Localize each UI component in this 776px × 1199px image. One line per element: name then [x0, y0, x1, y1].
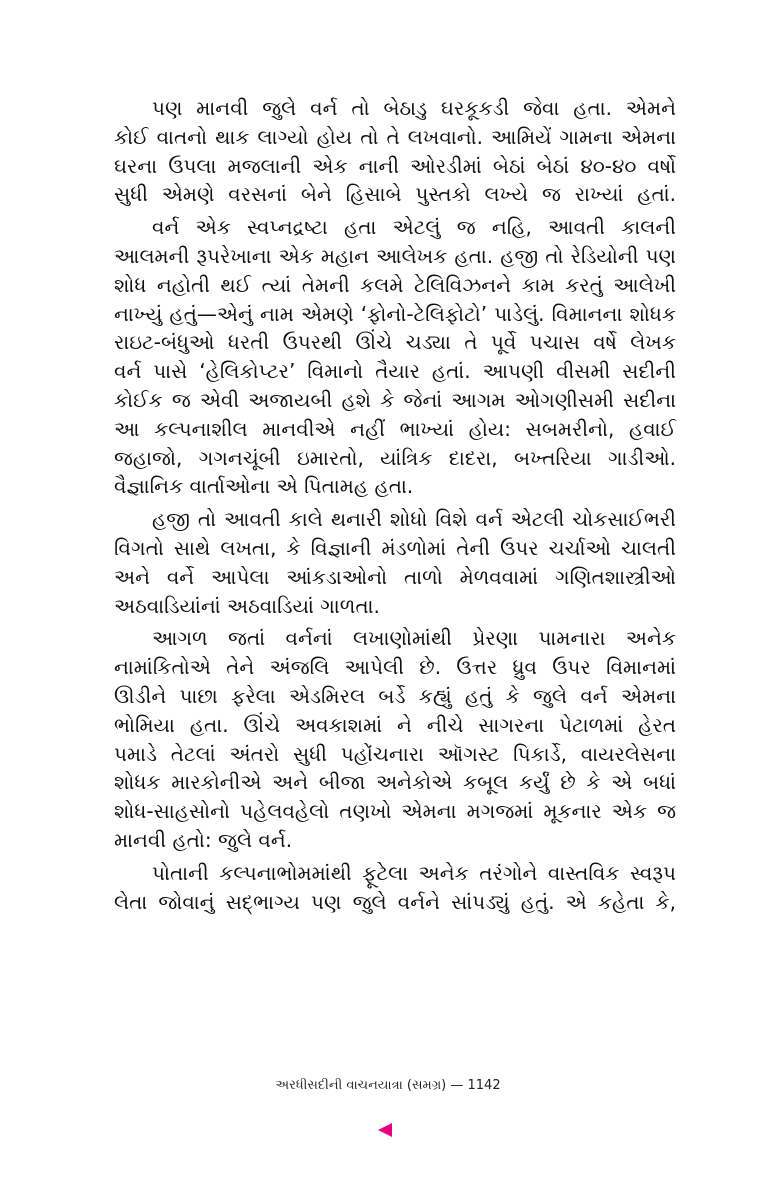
text-line: સુધી એમણે વરસનાં બેને હિસાબે પુસ્તકો લખ્યે જ રાખ્યાં હતાં.: [114, 182, 676, 207]
paragraph-4: [114, 624, 676, 854]
text-line: શોધ નહોતી થઈ ત્યાં તેમની કલમે ટેલિવિઝનને કામ કરતું આલેખી: [114, 272, 676, 297]
text-line: કોઈ વાતનો થાક લાગ્યો હોય તો તે લખવાનો. આમિયેં ગામના એમના: [114, 124, 676, 149]
text-line: આગળ જતાં વર્નનાં લખાણોમાંથી પ્રેરણા પામનારા અનેક: [152, 626, 676, 651]
text-line: શોધક મારકોનીએ અને બીજા અનેકોએ કબૂલ કર્યું છે કે એ બધાં: [114, 770, 676, 795]
text-line: ઘરના ઉપલા મજલાની એક નાની ઓરડીમાં બેઠાં બેઠાં ૪૦-૪૦ વર્ષો: [114, 153, 676, 178]
text-line: માનવી હતો: જુલે વર્ન.: [114, 827, 293, 852]
text-line: આ કલ્પનાશીલ માનવીએ નહીં ભાખ્યાં હોય: સબમરીનો, હવાઈ: [114, 416, 676, 441]
text-line: નામાંકિતોએ તેને અંજલિ આપેલી છે. ઉત્તર ધ્રુવ ઉપર વિમાનમાં: [114, 655, 676, 680]
text-line: શોધ-સાહસોનો પહેલવહેલો તણખો એમના મગજમાં મૂકનાર એક જ: [114, 799, 676, 824]
text-line: આલમની રૂપરેખાના એક મહાન આલેખક હતા. હજી તો રેડિયોની પણ: [114, 243, 676, 268]
text-line: પણ માનવી જુલે વર્ન તો બેઠાડુ ઘરકૂકડી જેવા હતા. એમને: [152, 96, 676, 120]
text-line: પમાડે તેટલાં અંતરો સુધી પહોંચનારા ઑગસ્ટ પિકાર્ડે, વાયરલેસના: [114, 741, 676, 766]
text-line: પોતાની કલ્પનાભોમમાંથી ફૂટેલા અનેક તરંગોને વાસ્તવિક સ્વરૂપ: [152, 860, 676, 885]
page-footer: અરધીસદીની વાચનયાત્રા (સમગ્ર) — 1142: [275, 1078, 501, 1093]
triangle-left-icon[interactable]: [378, 1123, 392, 1137]
page-body: [114, 94, 676, 916]
text-line: હજી તો આવતી કાલે થનારી શોધો વિશે વર્ન એટલી ચોકસાઈભરી: [152, 507, 676, 532]
paragraph-3: [114, 505, 676, 620]
text-line: લેતા જોવાનું સદ્ભાગ્ય પણ જુલે વર્નને સાંપડ્યું હતું. એ કહેતા કે,: [114, 889, 676, 914]
text-line: ઊડીને પાછા ફરેલા એડમિરલ બર્ડે કહ્યું હતું કે જુલે વર્ન એમના: [114, 683, 676, 708]
text-line: વૈજ્ઞાનિક વાર્તાઓના એ પિતામહ હતા.: [114, 474, 414, 499]
text-line: જહાજો, ગગનચૂંબી ઇમારતો, યાંત્રિક દાદરા, બખ્તરિયા ગાડીઓ.: [114, 445, 676, 470]
text-line: અઠવાડિયાંનાં અઠવાડિયાં ગાળતા.: [114, 593, 380, 618]
text-line: અને વર્ને આપેલા આંકડાઓનો તાળો મેળવવામાં ગણિતશાસ્ત્રીઓ: [114, 564, 676, 589]
text-line: નાખ્યું હતું—એનું નામ એમણે ‘ફોનો-ટેલિફોટો’ પાડેલું. વિમાનના શોધક: [114, 301, 676, 326]
text-line: રાઇટ-બંધુઓ ધરતી ઉપરથી ઊંચે ચડ્યા તે પૂર્વે પચાસ વર્ષે લેખક: [114, 330, 676, 355]
paragraph-1: [114, 94, 676, 209]
text-line: કોઈક જ એવી અજાયબી હશે કે જેનાં આગમ ઓગણીસમી સદીના: [114, 387, 676, 412]
paragraph-5: [114, 859, 676, 917]
text-line: ભોમિયા હતા. ઊંચે અવકાશમાં ને નીચે સાગરના પેટાળમાં હેરત: [114, 712, 676, 737]
text-line: વર્ન પાસે ‘હેલિકોપ્ટર’ વિમાનો તૈયાર હતાં. આપણી વીસમી સદીની: [114, 359, 676, 384]
text-line: વિગતો સાથે લખતા, કે વિજ્ઞાની મંડળોમાં તેની ઉપર ચર્ચાઓ ચાલતી: [114, 535, 676, 560]
text-line: વર્ન એક સ્વપ્નદ્રષ્ટા હતા એટલું જ નહિ, આવતી કાલની: [152, 215, 676, 240]
paragraph-2: [114, 213, 676, 501]
